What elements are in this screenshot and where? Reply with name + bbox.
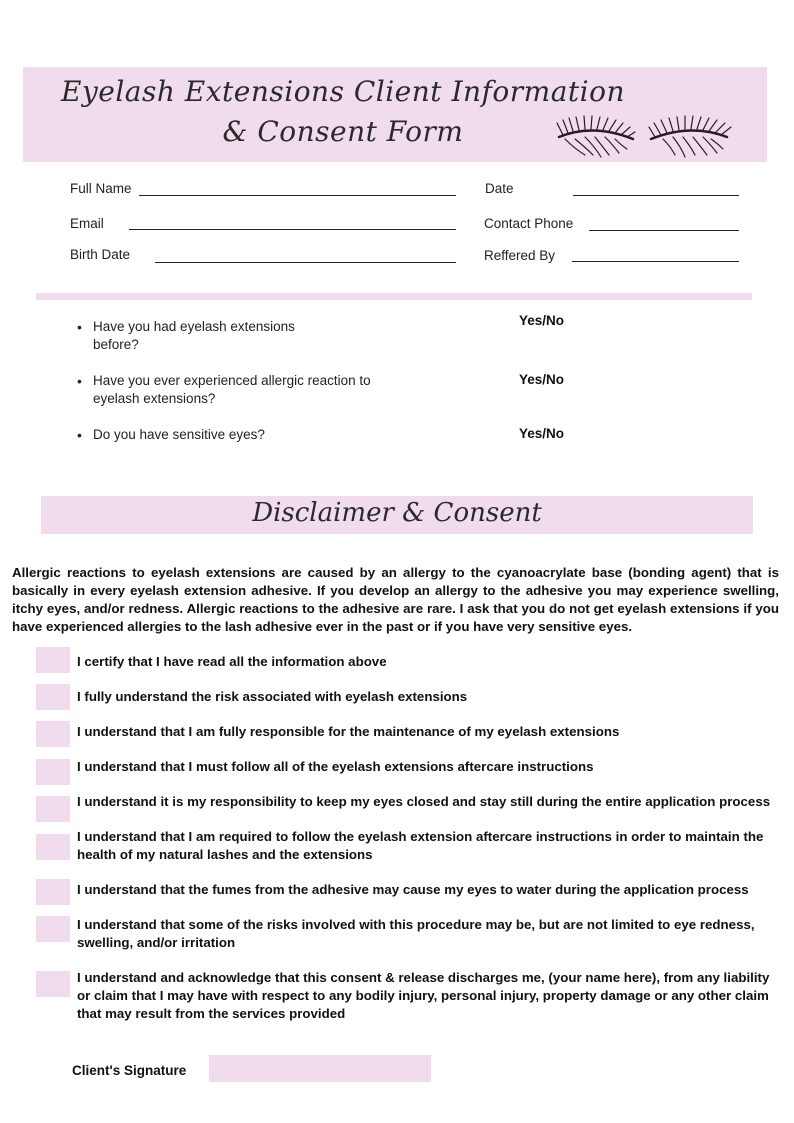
eyelashes-icon [555,115,735,159]
consent-checkbox[interactable] [36,916,70,942]
bullet-icon: • [77,427,82,443]
consent-checkbox[interactable] [36,796,70,822]
client-signature-field[interactable] [209,1055,431,1082]
disclaimer-paragraph: Allergic reactions to eyelash extensions are caused by an allergy to the cyanoacrylate base (bonding agent) that is basically in every eyelash extension adhesive. If you develop an allergy to the adhesive you may experience swelling, itchy eyes, and/or redness. Allergic reactions to the adhesive are rare. I ask that you do not get eyelash extensions if you have experienced allergies to the lash adhesive ever in the past or if you have very sensitive eyes. [12,565,779,634]
email-label: Email [70,216,104,231]
consent-checkbox[interactable] [36,971,70,997]
consent-checkbox[interactable] [36,684,70,710]
consent-checkbox[interactable] [36,834,70,860]
question-text: Have you ever experienced allergic reaction to [93,373,371,388]
disclaimer-banner [41,496,753,534]
consent-statement: I understand that I must follow all of the eyelash extensions aftercare instructions [77,759,594,774]
referred-by-label: Reffered By [484,248,556,263]
consent-statement: I certify that I have read all the information above [77,654,387,669]
consent-checkbox[interactable] [36,647,70,673]
consent-statement: I understand that some of the risks involved with this procedure may be, but are not limited to eye redness, swelling, and/or irritation [77,917,755,950]
question-item [77,372,413,408]
question-item [77,426,393,444]
form-title-line1: Eyelash Extensions Client Information [61,75,625,108]
bullet-icon: • [77,319,82,335]
consent-statement: I understand that I am required to follow the eyelash extension aftercare instructions in order to maintain the health of my natural lashes and the extensions [77,829,764,862]
birth-date-label: Birth Date [70,247,131,262]
yes-no-answer[interactable]: Yes/No [519,426,565,441]
form-title-line2: & Consent Form [222,115,464,148]
consent-statement: I understand that the fumes from the adhesive may cause my eyes to water during the application process [77,882,749,897]
date-label: Date [485,181,514,196]
question-text: Have you had eyelash extensions [93,319,295,334]
consent-statement: I understand and acknowledge that this consent & release discharges me, (your name here), from any liability or claim that I may have with respect to any bodily injury, personal injury, property damage or any other claim that may result from the services provided [77,970,770,1021]
yes-no-answer[interactable]: Yes/No [519,313,565,328]
full-name-label: Full Name [70,181,132,196]
disclaimer-title: Disclaimer & Consent [252,498,542,528]
contact-phone-label: Contact Phone [484,216,574,231]
question-text-cont: before? [93,337,139,352]
consent-checkbox[interactable] [36,721,70,747]
email-field[interactable] [129,229,456,230]
form-header [23,67,767,162]
consent-statement: I understand that I am fully responsible for the maintenance of my eyelash extensions [77,724,620,739]
yes-no-answer[interactable]: Yes/No [519,372,565,387]
section-divider [36,293,752,300]
date-field[interactable] [573,195,739,196]
bullet-icon: • [77,373,82,389]
referred-by-field[interactable] [572,261,739,262]
question-item [77,318,393,354]
question-text-cont: eyelash extensions? [93,391,216,406]
consent-statement: I understand it is my responsibility to keep my eyes closed and stay still during the entire application process [77,794,771,809]
consent-checkbox[interactable] [36,759,70,785]
client-signature-label: Client's Signature [72,1063,187,1078]
consent-statement: I fully understand the risk associated with eyelash extensions [77,689,468,704]
full-name-field[interactable] [139,195,456,196]
question-text: Do you have sensitive eyes? [93,427,265,442]
consent-checkbox[interactable] [36,879,70,905]
birth-date-field[interactable] [155,262,456,263]
contact-phone-field[interactable] [589,230,739,231]
